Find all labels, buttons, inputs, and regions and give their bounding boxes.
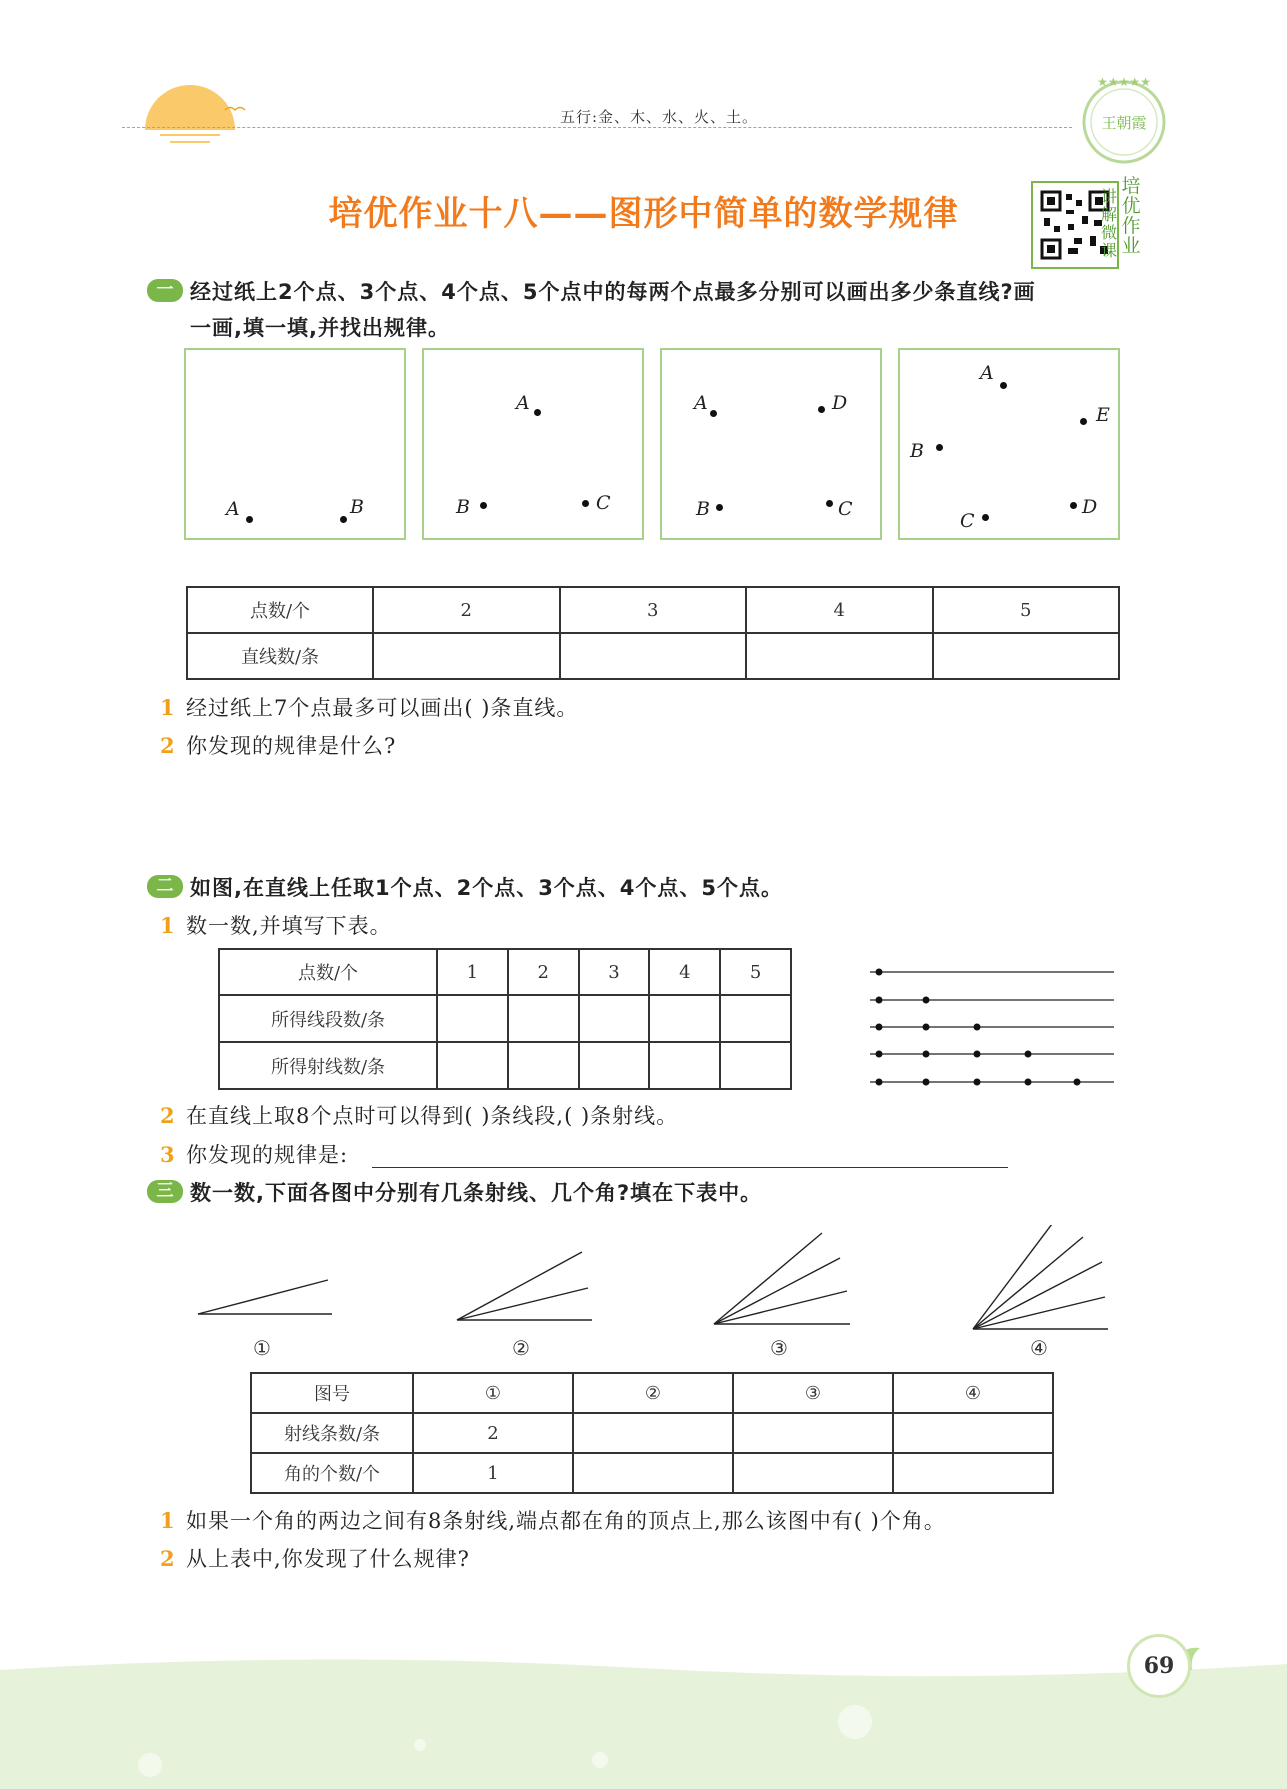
header-line [122,127,1072,128]
table-header: 所得射线数/条 [219,1042,437,1089]
table-header: 角的个数/个 [251,1453,413,1493]
point-dot [582,500,589,507]
point-dot [534,409,541,416]
answer-cell[interactable] [733,1453,893,1493]
point-dot [1000,382,1007,389]
question-1-2 [160,730,396,760]
sun-decoration-icon [140,80,260,150]
answer-cell[interactable] [579,1042,650,1089]
answer-cell[interactable] [573,1413,733,1453]
point-label-D: D [832,392,848,414]
table-cell: 4 [746,587,933,633]
figure-label-1: ① [253,1336,271,1360]
section3-title: 数一数,下面各图中分别有几条射线、几个角?填在下表中。 [190,1181,763,1205]
question-1-1 [160,692,578,722]
point-label-A: A [226,498,240,520]
question-text: 如果一个角的两边之间有8条射线,端点都在角的顶点上,那么该图中有( )个角。 [186,1509,946,1533]
table-header: 图号 [251,1373,413,1413]
point-label-E: E [1096,404,1110,426]
table-angles [250,1372,1054,1494]
point-label-C: C [596,492,611,514]
header-text: 五行:金、木、水、火、土。 [560,108,759,126]
logo-text: 王朝霞 [1101,114,1147,132]
point-dot [340,516,347,523]
table-cell: ① [413,1373,573,1413]
bottom-wave-decoration [0,1650,1287,1789]
point-label-B: B [350,496,364,518]
point-label-A: A [694,392,708,414]
table-cell: 5 [720,949,791,995]
section1-title-line1: 经过纸上2个点、3个点、4个点、5个点中的每两个点最多分别可以画出多少条直线?画 [190,280,1036,304]
section3-badge: 三 [147,1180,183,1203]
answer-cell[interactable] [560,633,747,679]
point-label-B: B [910,440,924,462]
answer-cell[interactable] [893,1413,1053,1453]
table-header: 所得线段数/条 [219,995,437,1042]
page-number: 69 [1127,1634,1191,1698]
section3-header [147,1180,183,1203]
point-box-5[interactable] [898,348,1120,540]
question-2-3 [160,1139,348,1169]
table-cell: 4 [649,949,720,995]
table-cell: ③ [733,1373,893,1413]
page-title: 培优作业十八——图形中简单的数学规律 [328,194,959,234]
question-text: 从上表中,你发现了什么规律? [186,1547,470,1571]
table-header: 点数/个 [187,587,373,633]
table-cell: 1 [413,1453,573,1493]
table-cell: ② [573,1373,733,1413]
answer-cell[interactable] [893,1453,1053,1493]
answer-cell[interactable] [649,995,720,1042]
question-text: 你发现的规律是什么? [186,734,397,758]
answer-cell[interactable] [437,1042,508,1089]
point-box-3[interactable] [422,348,644,540]
question-number: 2 [160,1103,176,1128]
answer-cell[interactable] [720,995,791,1042]
question-text: 在直线上取8个点时可以得到( )条线段,( )条射线。 [186,1104,679,1128]
answer-cell[interactable] [933,633,1120,679]
answer-cell[interactable] [437,995,508,1042]
table-cell: 2 [508,949,579,995]
logo-seal-icon [1078,72,1170,164]
point-label-B: B [696,498,710,520]
table-segments [218,948,792,1090]
section1-header [147,279,183,302]
figure-label-2: ② [512,1336,530,1360]
table-cell: 3 [579,949,650,995]
question-number: 2 [160,1546,176,1571]
answer-line[interactable] [372,1167,1008,1168]
answer-cell[interactable] [508,1042,579,1089]
figure-label-4: ④ [1030,1336,1048,1360]
point-dot [480,502,487,509]
answer-cell[interactable] [579,995,650,1042]
point-dot [1070,502,1077,509]
question-number: 1 [160,913,176,938]
point-label-C: C [960,510,975,532]
answer-cell[interactable] [746,633,933,679]
section2-title: 如图,在直线上任取1个点、2个点、3个点、4个点、5个点。 [190,876,784,900]
answer-cell[interactable] [649,1042,720,1089]
question-3-1 [160,1505,946,1535]
point-dot [246,516,253,523]
points-on-lines-figure [860,960,1120,1090]
section1-title-line2: 一画,填一填,并找出规律。 [190,316,450,340]
side-tag-1: 培优作业 [1121,175,1141,257]
question-number: 2 [160,733,176,758]
question-2-1 [160,910,392,940]
table-cell: ④ [893,1373,1053,1413]
point-dot [826,500,833,507]
side-tag-2: 讲解微课 [1100,187,1117,260]
table-cell: 1 [437,949,508,995]
answer-cell[interactable] [573,1453,733,1493]
point-dot [818,406,825,413]
point-dot [936,444,943,451]
table-cell: 5 [933,587,1120,633]
point-dot [1080,418,1087,425]
answer-cell[interactable] [508,995,579,1042]
table-cell: 3 [560,587,747,633]
question-2-2 [160,1100,678,1130]
answer-cell[interactable] [373,633,560,679]
question-number: 3 [160,1142,176,1167]
question-text: 数一数,并填写下表。 [186,914,392,938]
question-text: 经过纸上7个点最多可以画出( )条直线。 [186,696,579,720]
angle-figures [180,1225,1130,1350]
point-box-4[interactable] [660,348,882,540]
point-label-C: C [838,498,853,520]
question-text: 你发现的规律是: [186,1143,349,1167]
table-cell: 2 [373,587,560,633]
answer-cell[interactable] [733,1413,893,1453]
table-header: 直线数/条 [187,633,373,679]
table-cell: 2 [413,1413,573,1453]
point-dot [710,410,717,417]
point-label-B: B [456,496,470,518]
answer-cell[interactable] [720,1042,791,1089]
section1-badge: 一 [147,279,183,302]
section2-badge: 二 [147,875,183,898]
point-label-A: A [516,392,530,414]
point-label-D: D [1082,496,1098,518]
figure-label-3: ③ [770,1336,788,1360]
question-3-2 [160,1543,470,1573]
point-box-2[interactable] [184,348,406,540]
question-number: 1 [160,695,176,720]
point-dot [716,504,723,511]
question-number: 1 [160,1508,176,1533]
table-lines [186,586,1120,680]
section2-header [147,875,183,898]
point-dot [982,514,989,521]
svg-text:★★★★★: ★★★★★ [1097,75,1151,89]
table-header: 射线条数/条 [251,1413,413,1453]
point-label-A: A [980,362,994,384]
table-header: 点数/个 [219,949,437,995]
